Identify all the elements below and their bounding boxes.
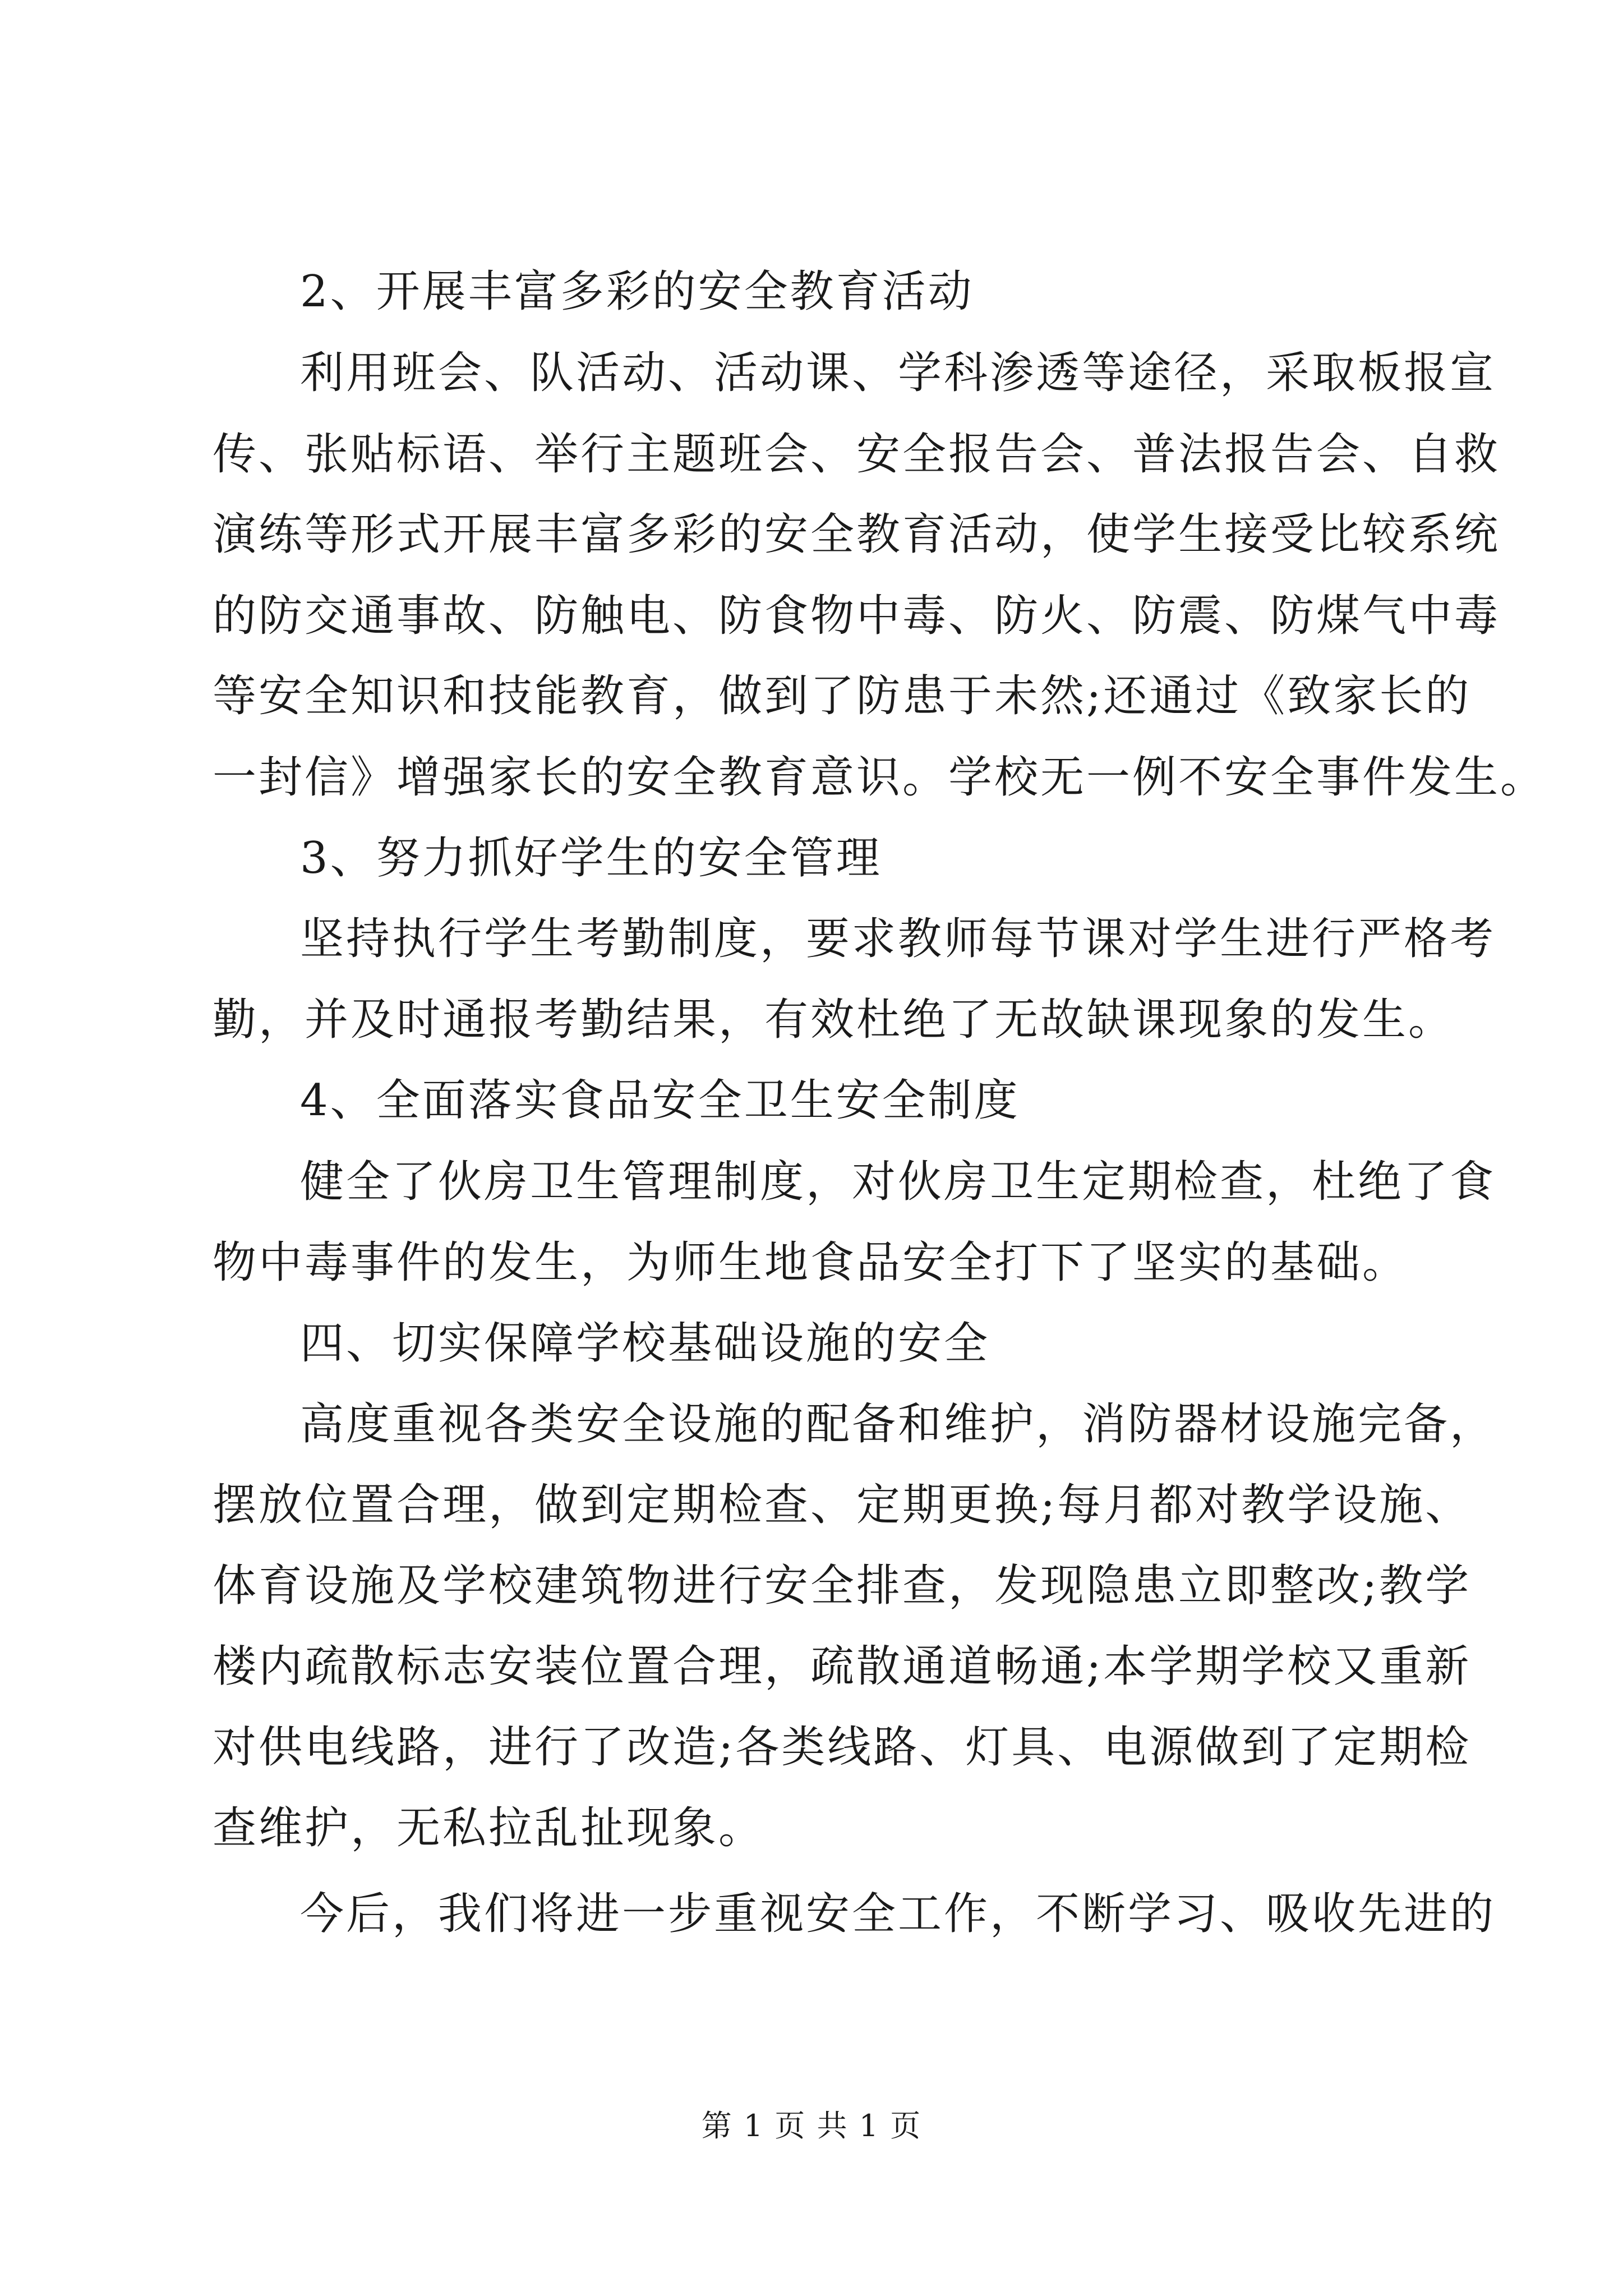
heading-line: 4、全面落实食品安全卫生安全制度 [300, 1075, 1020, 1126]
text-line: 今后，我们将进一步重视安全工作，不断学习、吸收先进的 [300, 1889, 1496, 1939]
text-line: 传、张贴标语、举行主题班会、安全报告会、普法报告会、自救 [213, 429, 1501, 480]
text-line: 演练等形式开展丰富多彩的安全教育活动，使学生接受比较系统 [213, 509, 1501, 560]
text-line: 楼内疏散标志安装位置合理，疏散通道畅通;本学期学校又重新 [213, 1641, 1472, 1692]
text-line: 的防交通事故、防触电、防食物中毒、防火、防震、防煤气中毒 [213, 591, 1501, 641]
text-line: 体育设施及学校建筑物进行安全排查，发现隐患立即整改;教学 [213, 1561, 1472, 1611]
text-line: 利用班会、队活动、活动课、学科渗透等途径，采取板报宣 [300, 348, 1496, 398]
text-line: 坚持执行学生考勤制度，要求教师每节课对学生进行严格考 [300, 914, 1496, 964]
page-footer: 第 1 页 共 1 页 [701, 2108, 922, 2143]
text-line: 等安全知识和技能教育，做到了防患于未然;还通过《致家长的 [213, 671, 1472, 721]
text-line: 查维护，无私拉乱扯现象。 [213, 1803, 765, 1853]
text-line: 物中毒事件的发生，为师生地食品安全打下了坚实的基础。 [213, 1237, 1409, 1288]
text-line: 一封信》增强家长的安全教育意识。学校无一例不安全事件发生。 [213, 752, 1547, 803]
text-line: 高度重视各类安全设施的配备和维护，消防器材设施完备， [300, 1399, 1496, 1450]
heading-line: 2、开展丰富多彩的安全教育活动 [300, 266, 974, 317]
heading-line: 四、切实保障学校基础设施的安全 [300, 1318, 990, 1369]
text-line: 对供电线路，进行了改造;各类线路、灯具、电源做到了定期检 [213, 1722, 1472, 1773]
text-line: 勤，并及时通报考勤结果，有效杜绝了无故缺课现象的发生。 [213, 995, 1455, 1045]
text-line: 健全了伙房卫生管理制度，对伙房卫生定期检查，杜绝了食 [300, 1157, 1496, 1207]
heading-line: 3、努力抓好学生的安全管理 [300, 833, 882, 884]
text-line: 摆放位置合理，做到定期检查、定期更换;每月都对教学设施、 [213, 1480, 1472, 1530]
